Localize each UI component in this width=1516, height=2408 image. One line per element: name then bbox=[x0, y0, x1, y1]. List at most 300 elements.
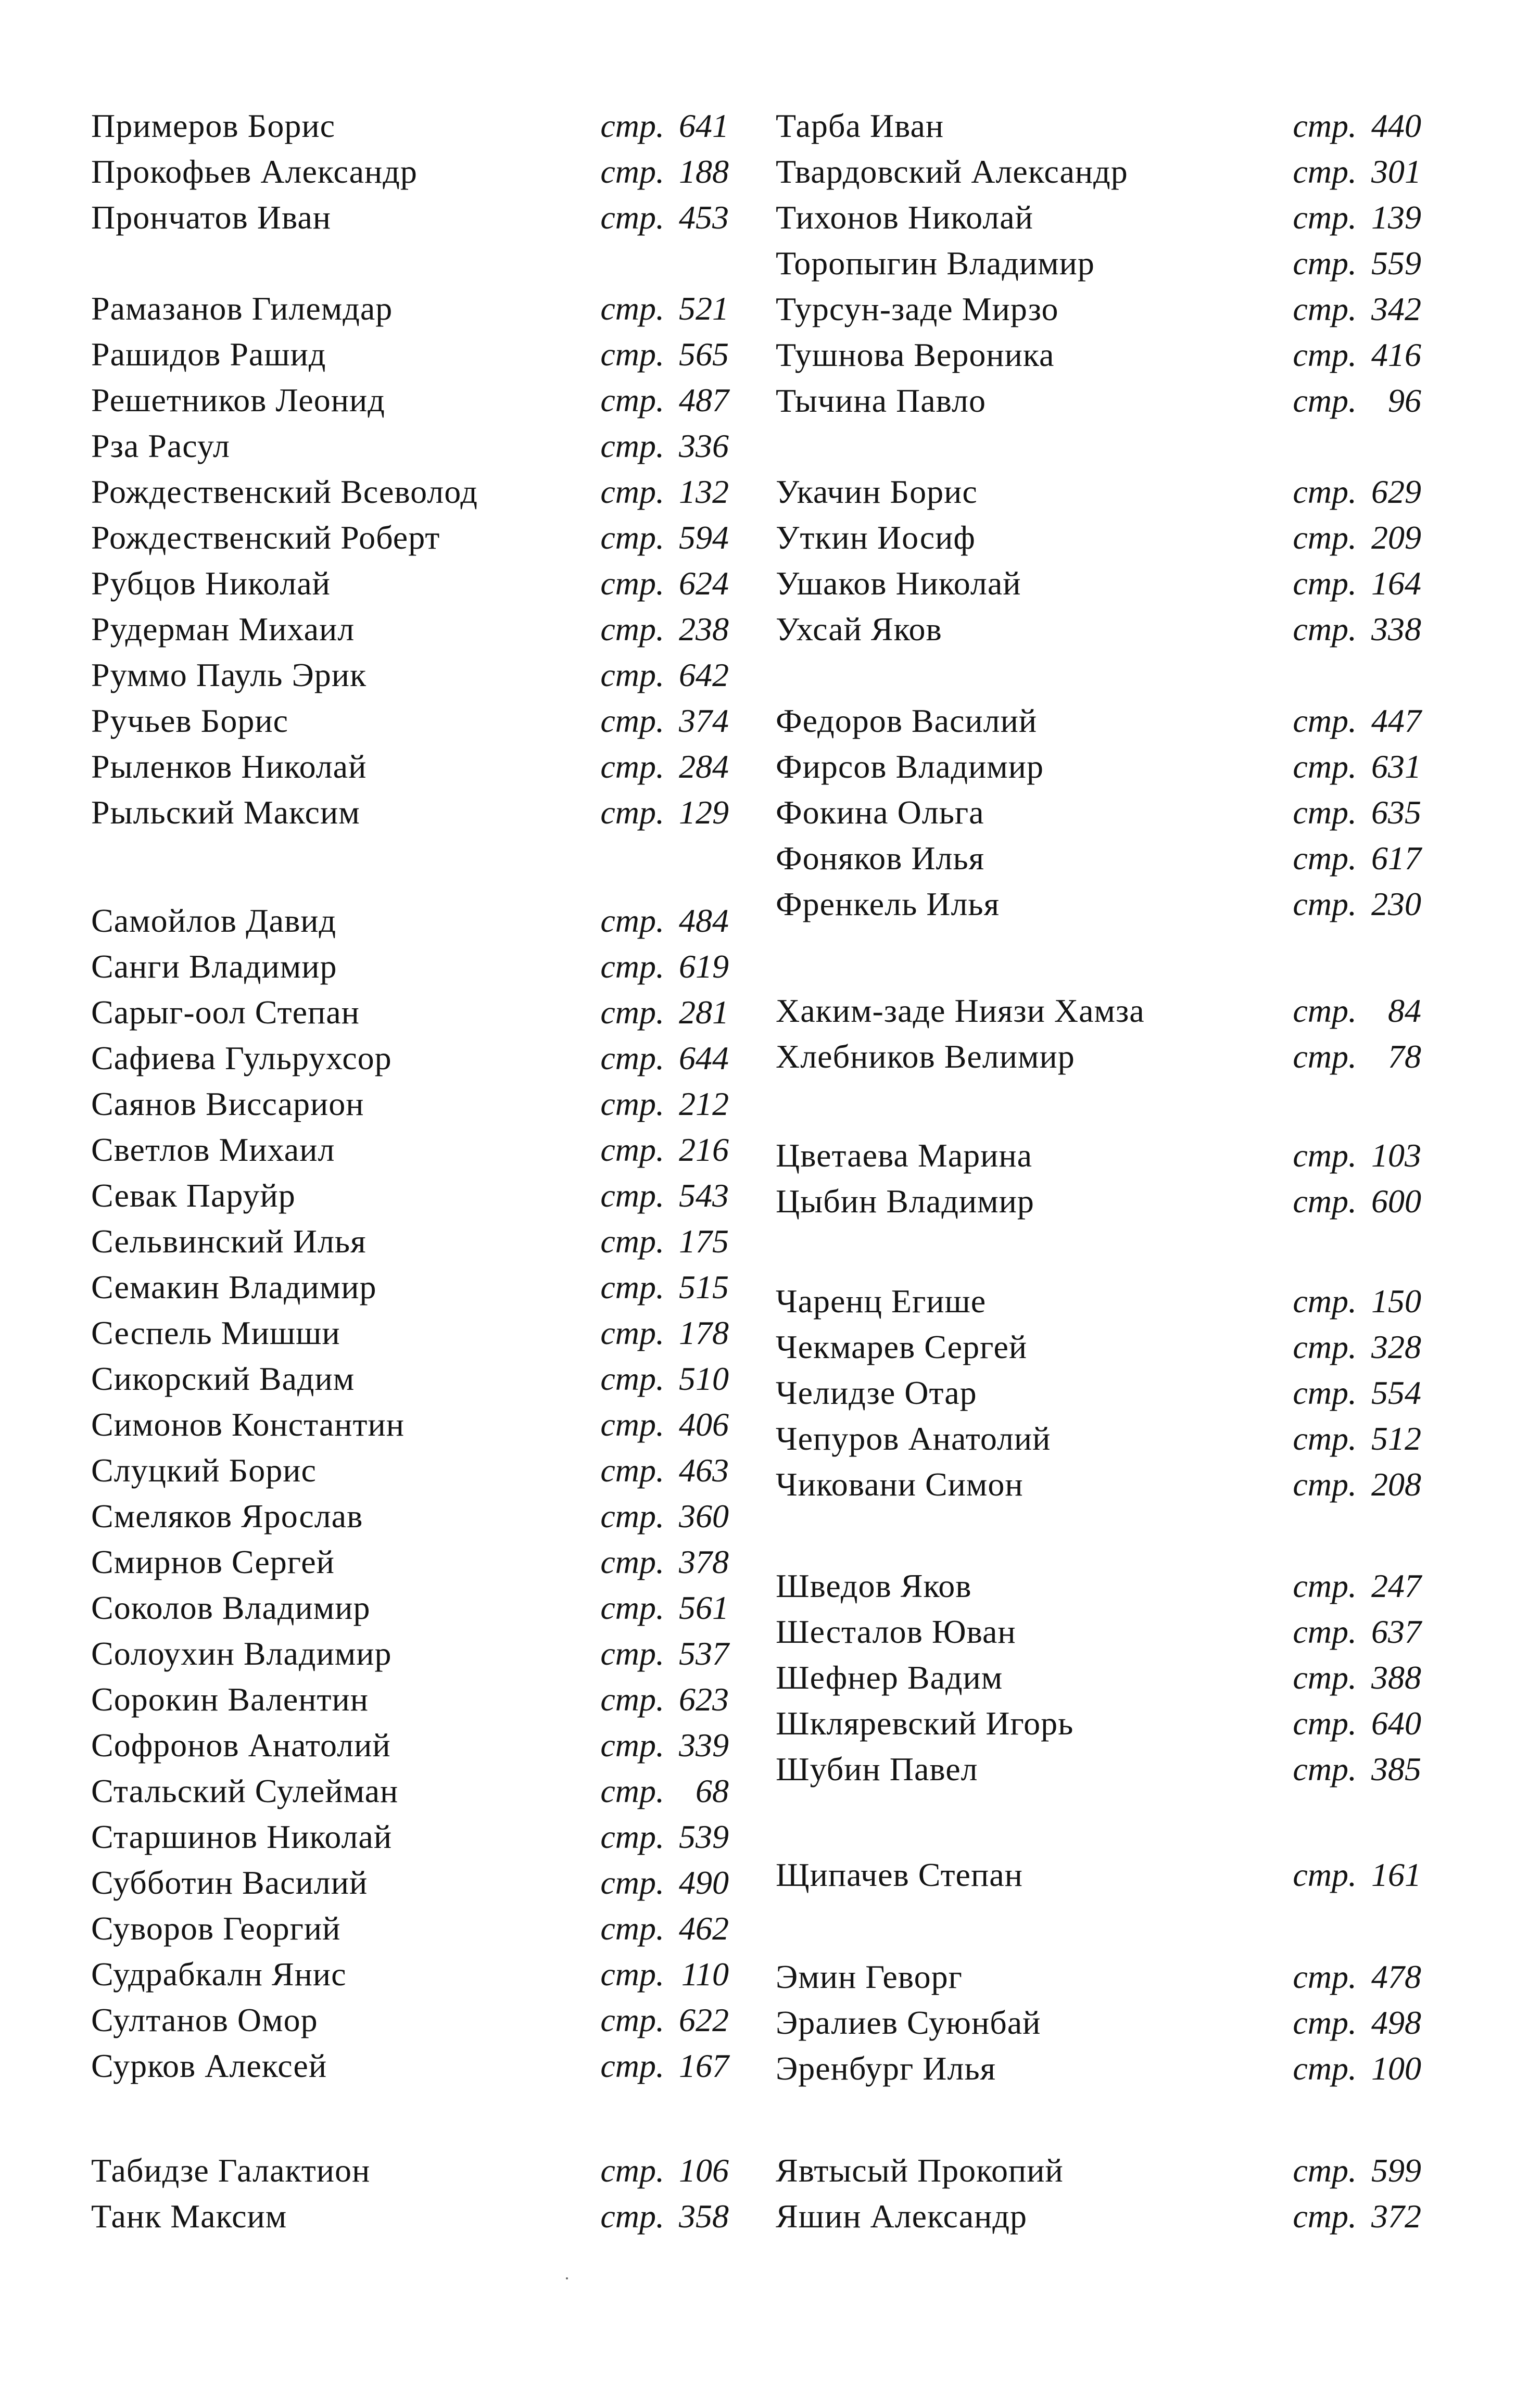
page-number: 385 bbox=[1371, 1751, 1421, 1788]
page-prefix: стр. bbox=[600, 1269, 664, 1306]
index-entry bbox=[91, 898, 729, 944]
page-prefix: стр. bbox=[1293, 336, 1357, 373]
page-reference bbox=[600, 286, 729, 332]
page-number: 358 bbox=[679, 2198, 729, 2235]
page-prefix: стр. bbox=[600, 1223, 664, 1260]
author-name: Шубин Павел bbox=[776, 1751, 978, 1788]
author-name: Федоров Василий bbox=[776, 702, 1038, 739]
index-entry bbox=[91, 1402, 729, 1448]
page-number: 212 bbox=[679, 1085, 729, 1122]
page-prefix: стр. bbox=[600, 656, 664, 693]
index-entry bbox=[91, 1310, 729, 1356]
page-reference bbox=[1293, 1563, 1421, 1609]
author-name: Чекмарев Сергей bbox=[776, 1328, 1028, 1365]
page-prefix: стр. bbox=[1293, 153, 1357, 190]
index-entry bbox=[91, 1264, 729, 1310]
page-reference bbox=[600, 944, 729, 990]
author-name: Шесталов Юван bbox=[776, 1613, 1016, 1650]
author-name: Султанов Омор bbox=[91, 2001, 318, 2038]
page-reference bbox=[1293, 881, 1421, 927]
page-prefix: стр. bbox=[1293, 1328, 1357, 1365]
author-name: Табидзе Галактион bbox=[91, 2152, 371, 2189]
author-name: Рыльский Максим bbox=[91, 794, 360, 831]
index-entry bbox=[91, 469, 729, 515]
page-number: 328 bbox=[1371, 1328, 1421, 1365]
print-speck bbox=[566, 2277, 568, 2279]
index-entry bbox=[91, 377, 729, 423]
index-entry bbox=[776, 835, 1421, 881]
page-prefix: стр. bbox=[600, 1543, 664, 1580]
page-prefix: стр. bbox=[1293, 611, 1357, 648]
page-prefix: стр. bbox=[1293, 1137, 1357, 1174]
index-entry bbox=[91, 1860, 729, 1906]
author-name: Сафиева Гульрухсор bbox=[91, 1040, 392, 1076]
page-prefix: стр. bbox=[600, 199, 664, 236]
author-name: Смирнов Сергей bbox=[91, 1543, 335, 1580]
author-name: Челидзе Отар bbox=[776, 1374, 977, 1411]
page-prefix: стр. bbox=[600, 565, 664, 602]
page-prefix: стр. bbox=[600, 427, 664, 464]
page-prefix: стр. bbox=[1293, 1374, 1357, 1411]
page-number: 537 bbox=[679, 1635, 729, 1672]
author-name: Софронов Анатолий bbox=[91, 1727, 391, 1764]
page-reference bbox=[1293, 1324, 1421, 1370]
page-reference bbox=[600, 990, 729, 1035]
author-name: Эралиев Суюнбай bbox=[776, 2004, 1041, 2041]
page-prefix: стр. bbox=[600, 1864, 664, 1901]
page-reference bbox=[1293, 1746, 1421, 1792]
author-name: Шкляревский Игорь bbox=[776, 1705, 1074, 1742]
page-prefix: стр. bbox=[600, 994, 664, 1031]
page-reference bbox=[600, 1493, 729, 1539]
index-entry bbox=[776, 469, 1421, 515]
author-name: Субботин Василий bbox=[91, 1864, 368, 1901]
page-number: 599 bbox=[1371, 2152, 1421, 2189]
page-number: 600 bbox=[1371, 1183, 1421, 1220]
page-number: 623 bbox=[679, 1681, 729, 1718]
page-reference bbox=[600, 898, 729, 944]
author-name: Санги Владимир bbox=[91, 948, 337, 985]
page-prefix: стр. bbox=[600, 1910, 664, 1947]
index-entry bbox=[776, 378, 1421, 424]
page-reference bbox=[600, 469, 729, 515]
page-number: 238 bbox=[679, 611, 729, 648]
page-reference bbox=[1293, 1034, 1421, 1080]
index-entry bbox=[776, 1954, 1421, 2000]
page-reference bbox=[600, 423, 729, 469]
page-number: 230 bbox=[1371, 885, 1421, 922]
page-reference bbox=[1293, 1178, 1421, 1224]
author-name: Хаким-заде Ниязи Хамза bbox=[776, 992, 1145, 1029]
page-reference bbox=[600, 1906, 729, 1951]
author-name: Фирсов Владимир bbox=[776, 748, 1044, 785]
page-prefix: стр. bbox=[1293, 840, 1357, 877]
page-number: 301 bbox=[1371, 153, 1421, 190]
author-name: Слуцкий Борис bbox=[91, 1452, 317, 1489]
author-name: Тихонов Николай bbox=[776, 199, 1033, 236]
page-reference bbox=[1293, 2046, 1421, 2092]
page-reference bbox=[600, 1722, 729, 1768]
author-name: Судрабкалн Янис bbox=[91, 1956, 347, 1993]
page-reference bbox=[1293, 1133, 1421, 1178]
page-reference bbox=[600, 1860, 729, 1906]
page-reference bbox=[600, 698, 729, 744]
page-prefix: стр. bbox=[600, 1131, 664, 1168]
page-prefix: стр. bbox=[600, 1360, 664, 1397]
page-reference bbox=[1293, 149, 1421, 195]
author-name: Рашидов Рашид bbox=[91, 336, 326, 373]
author-name: Рождественский Роберт bbox=[91, 519, 440, 556]
author-name: Хлебников Велимир bbox=[776, 1038, 1075, 1075]
page-prefix: стр. bbox=[1293, 290, 1357, 327]
author-name: Сельвинский Илья bbox=[91, 1223, 367, 1260]
page-number: 161 bbox=[1371, 1856, 1421, 1893]
page-number: 515 bbox=[679, 1269, 729, 1306]
page-reference bbox=[1293, 1852, 1421, 1898]
page-reference bbox=[600, 1814, 729, 1860]
author-name: Эмин Геворг bbox=[776, 1958, 963, 1995]
page-number: 388 bbox=[1371, 1659, 1421, 1696]
author-name: Ручьев Борис bbox=[91, 702, 288, 739]
page-reference bbox=[600, 2043, 729, 2089]
page-number: 640 bbox=[1371, 1705, 1421, 1742]
page-prefix: стр. bbox=[1293, 748, 1357, 785]
page-prefix: стр. bbox=[600, 519, 664, 556]
page-number: 594 bbox=[679, 519, 729, 556]
page-number: 106 bbox=[679, 2152, 729, 2189]
index-entry bbox=[91, 561, 729, 606]
page-reference bbox=[1293, 988, 1421, 1034]
author-name: Чаренц Егише bbox=[776, 1283, 987, 1320]
page-prefix: стр. bbox=[1293, 2152, 1357, 2189]
index-entry bbox=[776, 744, 1421, 790]
index-entry bbox=[91, 103, 729, 149]
page-prefix: стр. bbox=[600, 2198, 664, 2235]
author-name: Тычина Павло bbox=[776, 382, 986, 419]
page-number: 624 bbox=[679, 565, 729, 602]
page-reference bbox=[1293, 240, 1421, 286]
index-entry bbox=[91, 515, 729, 561]
author-name: Сурков Алексей bbox=[91, 2047, 327, 2084]
author-name: Тушнова Вероника bbox=[776, 336, 1055, 373]
page-reference bbox=[1293, 469, 1421, 515]
page-prefix: стр. bbox=[600, 473, 664, 510]
page-reference bbox=[600, 149, 729, 195]
author-name: Самойлов Давид bbox=[91, 902, 337, 939]
index-entry bbox=[91, 2148, 729, 2194]
page-reference bbox=[600, 606, 729, 652]
index-entry bbox=[776, 2000, 1421, 2046]
page-reference bbox=[600, 1310, 729, 1356]
author-name: Рождественский Всеволод bbox=[91, 473, 478, 510]
index-entry bbox=[91, 1677, 729, 1722]
page-number: 622 bbox=[679, 2001, 729, 2038]
page-prefix: стр. bbox=[1293, 199, 1357, 236]
page-prefix: стр. bbox=[1293, 1420, 1357, 1457]
page-prefix: стр. bbox=[600, 1772, 664, 1809]
index-entry bbox=[91, 1127, 729, 1173]
page-reference bbox=[600, 744, 729, 790]
author-name: Семакин Владимир bbox=[91, 1269, 377, 1306]
author-name: Саянов Виссарион bbox=[91, 1085, 364, 1122]
page-prefix: стр. bbox=[1293, 1183, 1357, 1220]
author-name: Суворов Георгий bbox=[91, 1910, 341, 1947]
index-entry bbox=[91, 944, 729, 990]
index-entry bbox=[776, 1701, 1421, 1746]
page-reference bbox=[600, 652, 729, 698]
page-prefix: стр. bbox=[1293, 1283, 1357, 1320]
index-entry bbox=[91, 332, 729, 377]
page-prefix: стр. bbox=[600, 2152, 664, 2189]
page-prefix: стр. bbox=[600, 611, 664, 648]
page-number: 132 bbox=[679, 473, 729, 510]
index-entry bbox=[776, 988, 1421, 1034]
author-name: Руммо Пауль Эрик bbox=[91, 656, 367, 693]
page-number: 247 bbox=[1371, 1567, 1421, 1604]
index-entry bbox=[91, 1951, 729, 1997]
page-number: 543 bbox=[679, 1177, 729, 1214]
page-prefix: стр. bbox=[1293, 794, 1357, 831]
author-name: Сорокин Валентин bbox=[91, 1681, 369, 1718]
page-number: 484 bbox=[679, 902, 729, 939]
page-number: 565 bbox=[679, 336, 729, 373]
page-reference bbox=[600, 2194, 729, 2239]
author-name: Рубцов Николай bbox=[91, 565, 331, 602]
page-prefix: стр. bbox=[600, 1635, 664, 1672]
page-prefix: стр. bbox=[600, 1498, 664, 1535]
page-prefix: стр. bbox=[1293, 473, 1357, 510]
index-entry bbox=[91, 1631, 729, 1677]
page-prefix: стр. bbox=[1293, 382, 1357, 419]
page-reference bbox=[600, 1768, 729, 1814]
page-number: 96 bbox=[1388, 382, 1421, 419]
page-reference bbox=[600, 1539, 729, 1585]
page-reference bbox=[1293, 195, 1421, 240]
page-reference bbox=[600, 1081, 729, 1127]
page-prefix: стр. bbox=[600, 794, 664, 831]
index-entry bbox=[91, 1448, 729, 1493]
author-name: Прокофьев Александр bbox=[91, 153, 418, 190]
index-entry bbox=[776, 2148, 1421, 2194]
page-number: 374 bbox=[679, 702, 729, 739]
page-number: 641 bbox=[679, 107, 729, 144]
page-reference bbox=[600, 1264, 729, 1310]
author-name: Рыленков Николай bbox=[91, 748, 367, 785]
author-name: Яшин Александр bbox=[776, 2198, 1027, 2235]
page-prefix: стр. bbox=[1293, 2050, 1357, 2087]
index-entry bbox=[91, 744, 729, 790]
page-reference bbox=[600, 1173, 729, 1219]
page-reference bbox=[1293, 744, 1421, 790]
page-number: 139 bbox=[1371, 199, 1421, 236]
page-reference bbox=[1293, 606, 1421, 652]
author-name: Рамазанов Гилемдар bbox=[91, 290, 393, 327]
page-number: 110 bbox=[681, 1956, 729, 1993]
page-reference bbox=[1293, 1655, 1421, 1701]
page-number: 539 bbox=[679, 1818, 729, 1855]
page-prefix: стр. bbox=[1293, 1567, 1357, 1604]
page-reference bbox=[600, 561, 729, 606]
index-entry bbox=[776, 103, 1421, 149]
author-name: Танк Максим bbox=[91, 2198, 287, 2235]
index-entry bbox=[776, 1178, 1421, 1224]
author-name: Твардовский Александр bbox=[776, 153, 1128, 190]
index-entry bbox=[91, 1219, 729, 1264]
index-entry bbox=[91, 1539, 729, 1585]
page-number: 372 bbox=[1371, 2198, 1421, 2235]
author-name: Цветаева Марина bbox=[776, 1137, 1033, 1174]
page-prefix: стр. bbox=[600, 1818, 664, 1855]
page-reference bbox=[1293, 286, 1421, 332]
index-entry bbox=[776, 1133, 1421, 1178]
author-name: Турсун-заде Мирзо bbox=[776, 290, 1059, 327]
page-number: 178 bbox=[679, 1314, 729, 1351]
page-number: 339 bbox=[679, 1727, 729, 1764]
index-entry bbox=[91, 1814, 729, 1860]
page-reference bbox=[1293, 2194, 1421, 2239]
page-number: 487 bbox=[679, 382, 729, 419]
page-prefix: стр. bbox=[600, 153, 664, 190]
page-prefix: стр. bbox=[600, 1177, 664, 1214]
page-prefix: стр. bbox=[1293, 885, 1357, 922]
page-reference bbox=[600, 103, 729, 149]
author-name: Светлов Михаил bbox=[91, 1131, 335, 1168]
page-prefix: стр. bbox=[600, 107, 664, 144]
index-entry bbox=[91, 1585, 729, 1631]
page-reference bbox=[600, 1997, 729, 2043]
index-entry bbox=[776, 1370, 1421, 1416]
page-number: 440 bbox=[1371, 107, 1421, 144]
page-number: 642 bbox=[679, 656, 729, 693]
page-reference bbox=[600, 195, 729, 240]
page-number: 447 bbox=[1371, 702, 1421, 739]
author-name: Соколов Владимир bbox=[91, 1589, 371, 1626]
author-name: Цыбин Владимир bbox=[776, 1183, 1034, 1220]
page-prefix: стр. bbox=[600, 1406, 664, 1443]
page-prefix: стр. bbox=[600, 1040, 664, 1076]
index-entry bbox=[776, 698, 1421, 744]
page-prefix: стр. bbox=[600, 948, 664, 985]
page-prefix: стр. bbox=[600, 382, 664, 419]
author-name: Эренбург Илья bbox=[776, 2050, 996, 2087]
page-number: 521 bbox=[679, 290, 729, 327]
author-name: Севак Паруйр bbox=[91, 1177, 296, 1214]
page-number: 360 bbox=[679, 1498, 729, 1535]
index-entry bbox=[91, 990, 729, 1035]
page-number: 216 bbox=[679, 1131, 729, 1168]
page-number: 281 bbox=[679, 994, 729, 1031]
author-name: Прончатов Иван bbox=[91, 199, 331, 236]
page-prefix: стр. bbox=[1293, 1466, 1357, 1503]
page-reference bbox=[600, 2148, 729, 2194]
index-entry bbox=[776, 881, 1421, 927]
index-entry bbox=[776, 1324, 1421, 1370]
author-name: Щипачев Степан bbox=[776, 1856, 1023, 1893]
page-reference bbox=[1293, 835, 1421, 881]
page-reference bbox=[1293, 1701, 1421, 1746]
page-number: 100 bbox=[1371, 2050, 1421, 2087]
page-number: 619 bbox=[679, 948, 729, 985]
page-number: 478 bbox=[1371, 1958, 1421, 1995]
index-entry bbox=[91, 1035, 729, 1081]
page-prefix: стр. bbox=[1293, 1958, 1357, 1995]
page-number: 103 bbox=[1371, 1137, 1421, 1174]
page-reference bbox=[1293, 1462, 1421, 1507]
page-reference bbox=[1293, 378, 1421, 424]
index-entry bbox=[91, 286, 729, 332]
author-name: Чепуров Анатолий bbox=[776, 1420, 1051, 1457]
page-number: 512 bbox=[1371, 1420, 1421, 1457]
page-reference bbox=[1293, 515, 1421, 561]
index-entry bbox=[776, 1462, 1421, 1507]
page-reference bbox=[600, 377, 729, 423]
page-number: 175 bbox=[679, 1223, 729, 1260]
page-number: 635 bbox=[1371, 794, 1421, 831]
index-entry bbox=[776, 195, 1421, 240]
author-name: Укачин Борис bbox=[776, 473, 978, 510]
page-reference bbox=[600, 1951, 729, 1997]
page-reference bbox=[600, 790, 729, 835]
page-reference bbox=[1293, 2148, 1421, 2194]
page-number: 554 bbox=[1371, 1374, 1421, 1411]
page-prefix: стр. bbox=[1293, 1659, 1357, 1696]
author-name: Чиковани Симон bbox=[776, 1466, 1024, 1503]
index-entry bbox=[776, 240, 1421, 286]
index-entry bbox=[91, 1173, 729, 1219]
page-prefix: стр. bbox=[600, 902, 664, 939]
page-prefix: стр. bbox=[600, 1085, 664, 1122]
author-name: Примеров Борис bbox=[91, 107, 335, 144]
page-reference bbox=[600, 332, 729, 377]
page-number: 631 bbox=[1371, 748, 1421, 785]
index-entry bbox=[91, 606, 729, 652]
index-entry bbox=[91, 2043, 729, 2089]
index-entry bbox=[776, 790, 1421, 835]
page-prefix: стр. bbox=[600, 1314, 664, 1351]
page-prefix: стр. bbox=[1293, 1613, 1357, 1650]
page-prefix: стр. bbox=[600, 1956, 664, 1993]
page-prefix: стр. bbox=[1293, 519, 1357, 556]
index-entry bbox=[91, 149, 729, 195]
author-name: Симонов Константин bbox=[91, 1406, 405, 1443]
page-reference bbox=[600, 1402, 729, 1448]
author-name: Френкель Илья bbox=[776, 885, 1000, 922]
index-entry bbox=[776, 1852, 1421, 1898]
author-name: Торопыгин Владимир bbox=[776, 245, 1095, 282]
index-entry bbox=[91, 1768, 729, 1814]
index-entry bbox=[776, 286, 1421, 332]
author-name: Решетников Леонид bbox=[91, 382, 385, 419]
author-name: Шефнер Вадим bbox=[776, 1659, 1003, 1696]
index-entry bbox=[776, 606, 1421, 652]
page-prefix: стр. bbox=[600, 2001, 664, 2038]
page-prefix: стр. bbox=[1293, 565, 1357, 602]
index-entry bbox=[776, 1278, 1421, 1324]
index-entry bbox=[91, 790, 729, 835]
page-number: 378 bbox=[679, 1543, 729, 1580]
page-prefix: стр. bbox=[600, 1681, 664, 1718]
index-entry bbox=[776, 1034, 1421, 1080]
page-number: 209 bbox=[1371, 519, 1421, 556]
author-name: Сеспель Мишши bbox=[91, 1314, 340, 1351]
page-number: 453 bbox=[679, 199, 729, 236]
page-prefix: стр. bbox=[600, 290, 664, 327]
index-entry bbox=[91, 1906, 729, 1951]
page-number: 490 bbox=[679, 1864, 729, 1901]
index-entry bbox=[91, 698, 729, 744]
page-number: 463 bbox=[679, 1452, 729, 1489]
author-name: Сикорский Вадим bbox=[91, 1360, 355, 1397]
